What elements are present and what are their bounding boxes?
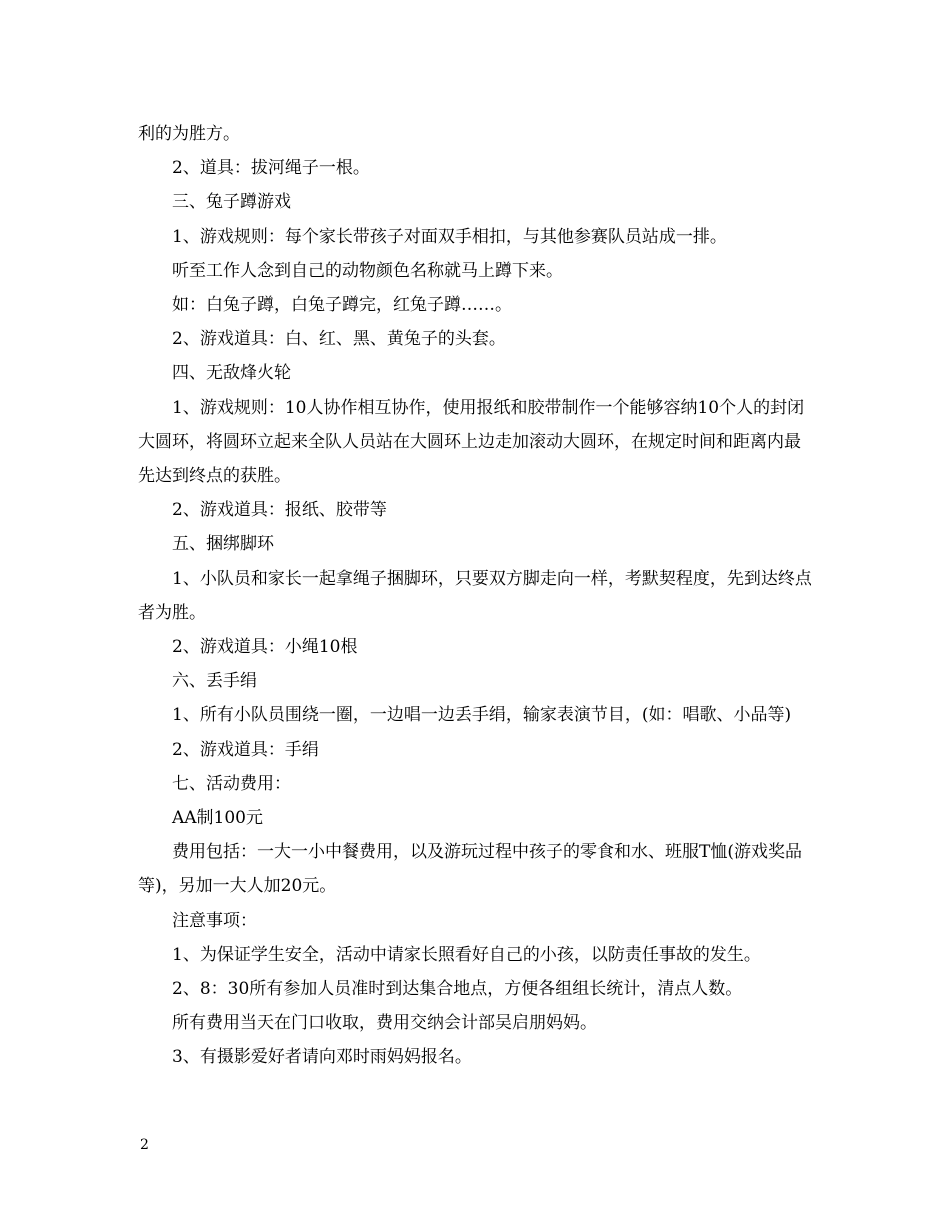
section-heading: 三、兔子蹲游戏	[172, 192, 291, 213]
paragraph: 1、为保证学生安全，活动中请家长照看好自己的小孩，以防责任事故的发生。	[172, 944, 761, 965]
paragraph: 1、所有小队员围绕一圈，一边唱一边丢手绢，输家表演节目，(如：唱歌、小品等)	[172, 705, 792, 726]
section-heading: 注意事项：	[172, 910, 257, 931]
section-heading: 七、活动费用：	[172, 773, 291, 794]
document-body	[138, 117, 814, 1075]
paragraph: 2、游戏道具：报纸、胶带等	[172, 500, 387, 521]
paragraph: 1、游戏规则：10人协作相互协作，使用报纸和胶带制作一个能够容纳10个人的封闭大圆环，将圆环立起来全队人员站在大圆环上边走加滚动大圆环，在规定时间和距离内最先达到终点的获胜。	[138, 397, 805, 487]
paragraph: 2、游戏道具：小绳10根	[172, 637, 358, 658]
paragraph: 2、8：30所有参加人员准时到达集合地点，方便各组组长统计，清点人数。	[172, 979, 743, 1000]
paragraph: 费用包括：一大一小中餐费用，以及游玩过程中孩子的零食和水、班服T恤(游戏奖品等)，另加一大人加20元。	[138, 842, 802, 897]
paragraph: 如：白兔子蹲，白兔子蹲完，红兔子蹲……。	[172, 295, 512, 316]
paragraph: 3、有摄影爱好者请向邓时雨妈妈报名。	[172, 1047, 472, 1068]
section-heading: 六、丢手绢	[172, 671, 257, 692]
paragraph: 2、游戏道具：白、红、黑、黄兔子的头套。	[172, 329, 506, 350]
section-heading: 五、捆绑脚环	[172, 534, 274, 555]
paragraph: 所有费用当天在门口收取，费用交纳会计部吴启朋妈妈。	[172, 1013, 597, 1034]
paragraph: 2、游戏道具：手绢	[172, 739, 319, 760]
paragraph: 1、游戏规则：每个家长带孩子对面双手相扣，与其他参赛队员站成一排。	[172, 226, 727, 247]
paragraph: 2、道具：拔河绳子一根。	[172, 158, 370, 179]
paragraph: 1、小队员和家长一起拿绳子捆脚环，只要双方脚走向一样，考默契程度，先到达终点者为胜。	[138, 568, 812, 623]
paragraph: 利的为胜方。	[138, 124, 240, 144]
paragraph: AA制100元	[172, 808, 264, 829]
page-number: 2	[140, 1137, 149, 1153]
paragraph: 听至工作人念到自己的动物颜色名称就马上蹲下来。	[172, 260, 563, 281]
section-heading: 四、无敌烽火轮	[172, 363, 291, 384]
